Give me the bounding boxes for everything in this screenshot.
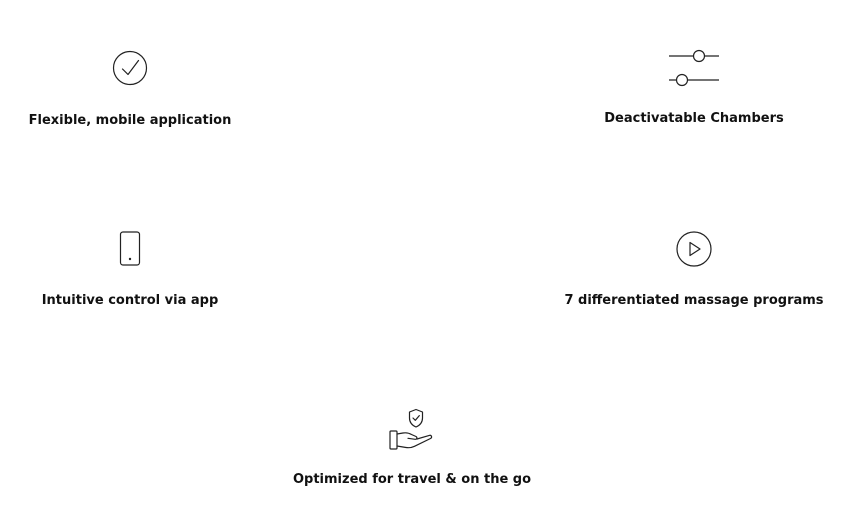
check-circle-icon xyxy=(0,48,290,88)
play-circle-icon xyxy=(534,229,854,269)
feature-label: 7 differentiated massage programs xyxy=(564,293,824,308)
feature-flexible-mobile xyxy=(0,48,290,128)
feature-massage-programs xyxy=(534,229,854,308)
feature-deactivatable-chambers xyxy=(534,45,854,126)
feature-intuitive-control xyxy=(0,229,290,308)
feature-travel xyxy=(252,407,572,487)
sliders-icon xyxy=(534,45,854,91)
feature-label: Flexible, mobile application xyxy=(28,113,232,128)
hand-shield-icon xyxy=(252,407,572,453)
feature-label: Optimized for travel & on the go xyxy=(292,472,532,487)
smartphone-icon xyxy=(0,229,290,269)
feature-label: Deactivatable Chambers xyxy=(604,111,784,126)
feature-label: Intuitive control via app xyxy=(41,293,219,308)
